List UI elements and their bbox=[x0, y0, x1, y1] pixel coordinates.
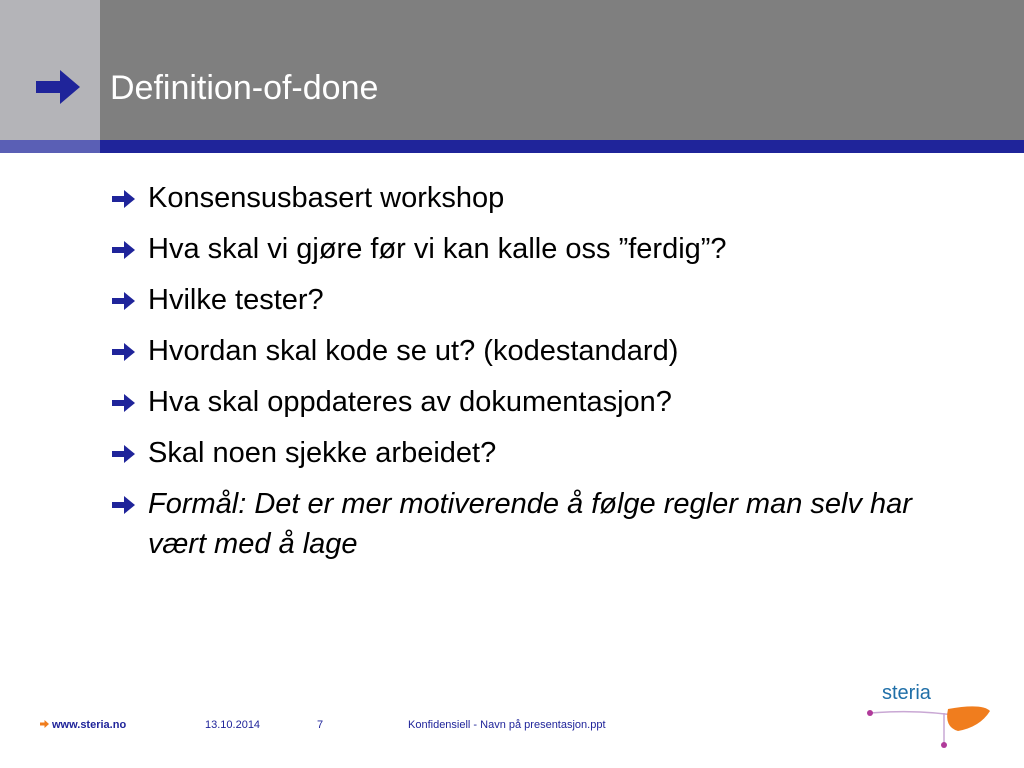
bullet-text: Hva skal oppdateres av dokumentasjon? bbox=[148, 386, 672, 418]
bullet-text: Skal noen sjekke arbeidet? bbox=[148, 437, 497, 469]
header-rule bbox=[0, 140, 1024, 153]
footer-confidential: Konfidensiell - Navn på presentasjon.ppt bbox=[408, 719, 606, 731]
slide-title: Definition-of-done bbox=[110, 69, 379, 107]
bullet-item bbox=[110, 280, 940, 320]
right-arrow-icon bbox=[112, 496, 136, 514]
right-arrow-icon bbox=[112, 394, 136, 412]
right-arrow-icon bbox=[112, 190, 136, 208]
footer-date: 13.10.2014 bbox=[205, 719, 261, 731]
header-left-block bbox=[0, 0, 100, 140]
bullet-text: Konsensusbasert workshop bbox=[148, 182, 505, 214]
bullet-item bbox=[110, 433, 940, 473]
bullet-item bbox=[110, 229, 940, 269]
bullet-item-goal bbox=[110, 484, 940, 564]
right-arrow-icon bbox=[112, 292, 136, 310]
header-rule-left bbox=[0, 140, 100, 153]
footer-website-link[interactable] bbox=[40, 719, 126, 731]
right-arrow-icon bbox=[112, 343, 136, 361]
right-arrow-icon bbox=[112, 445, 136, 463]
svg-text:steria: steria bbox=[882, 683, 931, 704]
bullet-text: Hvilke tester? bbox=[148, 284, 324, 316]
bullet-item bbox=[110, 331, 940, 371]
right-arrow-icon bbox=[40, 720, 49, 728]
bullet-text: Formål: Det er mer motiverende å følge regler man selv har vært med å lage bbox=[148, 488, 912, 560]
right-arrow-icon bbox=[112, 241, 136, 259]
bullet-item bbox=[110, 382, 940, 422]
bullet-list bbox=[110, 178, 940, 575]
bullet-item bbox=[110, 178, 940, 218]
bullet-text: Hvordan skal kode se ut? (kodestandard) bbox=[148, 335, 679, 367]
right-arrow-icon bbox=[36, 68, 82, 106]
footer-page-number: 7 bbox=[317, 719, 324, 731]
steria-logo bbox=[862, 683, 992, 753]
header-bar bbox=[0, 0, 1024, 140]
footer-website-text[interactable]: www.steria.no bbox=[52, 719, 127, 731]
bullet-text: Hva skal vi gjøre før vi kan kalle oss ”ferdig”? bbox=[148, 233, 727, 265]
